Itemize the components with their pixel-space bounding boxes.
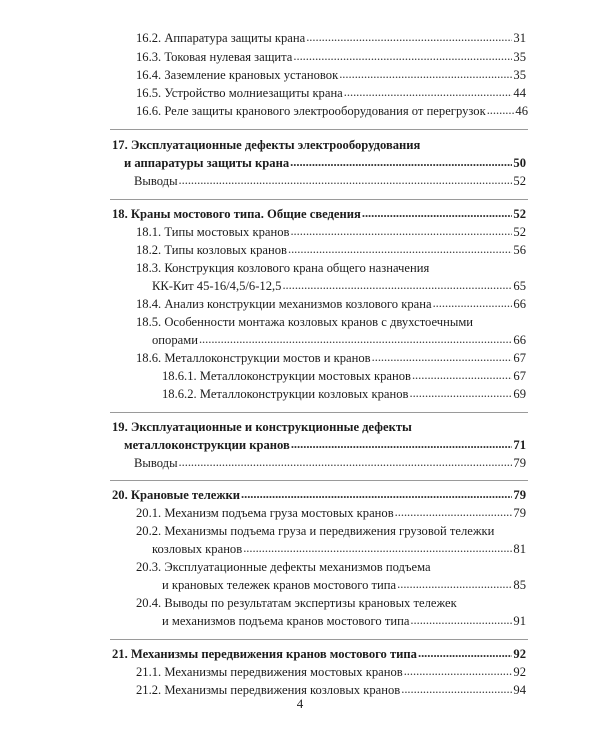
toc-entry — [136, 507, 526, 523]
toc-dot-leader — [199, 333, 512, 346]
toc-entry-page: 67 — [513, 369, 526, 383]
toc-entry-page: 91 — [513, 614, 526, 628]
toc-entry-title-line: 20.2. Механизмы подъема груза и передвижения грузовой тележки — [136, 524, 495, 538]
toc-entry — [152, 543, 526, 559]
toc-entry-page: 85 — [513, 578, 526, 592]
toc-entry-title: 18.6.1. Металлоконструкции мостовых кранов — [162, 369, 411, 383]
toc-entry — [162, 370, 526, 386]
section-divider — [110, 199, 528, 200]
toc-dot-leader — [306, 31, 512, 44]
toc-entry-page: 79 — [513, 488, 526, 502]
page-number: 4 — [296, 696, 304, 711]
toc-entry — [162, 615, 526, 631]
toc-entry-title: и крановых тележек кранов мостового типа — [162, 578, 397, 592]
toc-entry-title: 21.1. Механизмы передвижения мостовых кранов — [136, 665, 403, 679]
section-divider — [110, 412, 528, 413]
toc-dot-leader — [401, 683, 512, 696]
toc-entry — [124, 439, 526, 455]
toc-entry — [162, 388, 526, 404]
toc-entry-title-line: 18.3. Конструкция козлового крана общего назначения — [136, 261, 430, 275]
toc-entry-page: 44 — [513, 86, 526, 100]
toc-entry-page: 52 — [513, 225, 526, 239]
toc-entry — [152, 334, 526, 350]
toc-dot-leader — [179, 456, 513, 469]
section-divider — [110, 639, 528, 640]
toc-entry — [136, 32, 526, 48]
toc-entry-title: 20. Крановые тележки — [112, 488, 241, 502]
toc-entry-title: 16.5. Устройство молниезащиты крана — [136, 86, 343, 100]
toc-entry — [136, 244, 526, 260]
toc-entry — [136, 666, 526, 682]
toc-entry-title: 18.1. Типы мостовых кранов — [136, 225, 290, 239]
toc-dot-leader — [293, 50, 512, 63]
toc-entry — [134, 175, 526, 191]
toc-entry-title-line: 20.4. Выводы по результатам экспертизы крановых тележек — [136, 596, 457, 610]
toc-dot-leader — [291, 438, 513, 451]
toc-entry-title: и аппаратуры защиты крана — [124, 156, 290, 170]
toc-entry-title: 18.2. Типы козловых кранов — [136, 243, 287, 257]
toc-entry-page: 35 — [513, 68, 526, 82]
toc-entry-title: козловых кранов — [152, 542, 243, 556]
toc-dot-leader — [290, 225, 512, 238]
toc-entry — [136, 298, 526, 314]
toc-entry-page: 66 — [513, 333, 526, 347]
toc-dot-leader — [282, 279, 512, 292]
toc-entry-page: 66 — [513, 297, 526, 311]
toc-entry — [112, 648, 526, 664]
toc-section-heading: 17. Эксплуатационные дефекты электрооборудования — [112, 138, 421, 152]
toc-entry-page: 71 — [513, 438, 526, 452]
toc-entry-page: 81 — [513, 542, 526, 556]
toc-entry-page: 92 — [513, 665, 526, 679]
toc-dot-leader — [397, 578, 512, 591]
toc-entry-page: 92 — [513, 647, 526, 661]
toc-entry — [112, 489, 526, 505]
toc-dot-leader — [412, 369, 512, 382]
toc-entry — [136, 105, 528, 121]
toc-entry — [136, 51, 526, 67]
section-divider — [110, 129, 528, 130]
toc-entry-title: 18.4. Анализ конструкции механизмов козлового крана — [136, 297, 432, 311]
toc-dot-leader — [241, 488, 512, 501]
toc-dot-leader — [433, 297, 513, 310]
toc-entry — [134, 457, 526, 473]
toc-entry-title: 16.3. Токовая нулевая защита — [136, 50, 293, 64]
toc-dot-leader — [372, 351, 513, 364]
toc-entry-title-line: 18.5. Особенности монтажа козловых кранов с двухстоечными — [136, 315, 474, 329]
toc-entry-title: 18.6. Металлоконструкции мостов и кранов — [136, 351, 371, 365]
toc-entry-title: 16.4. Заземление крановых установок — [136, 68, 339, 82]
toc-entry-page: 56 — [513, 243, 526, 257]
toc-entry-page: 50 — [513, 156, 526, 170]
toc-entry-title: 18.6.2. Металлоконструкции козловых кранов — [162, 387, 409, 401]
toc-dot-leader — [409, 387, 512, 400]
toc-entry-page: 67 — [513, 351, 526, 365]
toc-entry-page: 65 — [513, 279, 526, 293]
toc-entry-page: 31 — [513, 31, 526, 45]
toc-dot-leader — [404, 665, 513, 678]
toc-dot-leader — [418, 647, 512, 660]
toc-entry-page: 69 — [513, 387, 526, 401]
toc-entry-page: 35 — [513, 50, 526, 64]
toc-entry-title: Выводы — [134, 456, 178, 470]
toc-section-heading: 19. Эксплуатационные и конструкционные дефекты — [112, 420, 412, 434]
toc-entry — [124, 157, 526, 173]
toc-dot-leader — [395, 506, 513, 519]
toc-entry-title: 21.2. Механизмы передвижения козловых кранов — [136, 683, 401, 697]
toc-dot-leader — [487, 104, 515, 117]
toc-entry-page: 94 — [513, 683, 526, 697]
toc-entry-page: 46 — [515, 104, 528, 118]
toc-dot-leader — [339, 68, 512, 81]
toc-entry-title-line: 20.3. Эксплуатационные дефекты механизмов подъема — [136, 560, 431, 574]
toc-entry-title: 16.2. Аппаратура защиты крана — [136, 31, 306, 45]
toc-dot-leader — [243, 542, 512, 555]
toc-entry — [136, 87, 526, 103]
toc-entry-title: 16.6. Реле защиты кранового электрооборудования от перегрузок — [136, 104, 486, 118]
toc-entry-title: 21. Механизмы передвижения кранов мостового типа — [112, 647, 417, 661]
toc-dot-leader — [179, 174, 513, 187]
toc-entry-title: металлоконструкции кранов — [124, 438, 290, 452]
toc-entry-page: 52 — [513, 207, 526, 221]
toc-dot-leader — [288, 243, 512, 256]
toc-entry — [136, 352, 526, 368]
toc-entry-page: 79 — [513, 456, 526, 470]
toc-dot-leader — [362, 207, 513, 220]
toc-entry — [112, 208, 526, 224]
toc-entry-title: 18. Краны мостового типа. Общие сведения — [112, 207, 361, 221]
toc-entry-page: 52 — [513, 174, 526, 188]
toc-entry — [162, 579, 526, 595]
toc-entry — [136, 69, 526, 85]
toc-entry-title: и механизмов подъема кранов мостового типа — [162, 614, 410, 628]
section-divider — [110, 480, 528, 481]
toc-entry — [136, 226, 526, 242]
toc-entry — [152, 280, 526, 296]
toc-entry-title: КК-Кит 45-16/4,5/6-12,5 — [152, 279, 282, 293]
toc-dot-leader — [344, 86, 513, 99]
toc-entry-title: 20.1. Механизм подъема груза мостовых кранов — [136, 506, 394, 520]
toc-dot-leader — [410, 614, 512, 627]
toc-dot-leader — [290, 156, 512, 169]
toc-entry-title: опорами — [152, 333, 198, 347]
toc-entry-title: Выводы — [134, 174, 178, 188]
toc-entry-page: 79 — [513, 506, 526, 520]
